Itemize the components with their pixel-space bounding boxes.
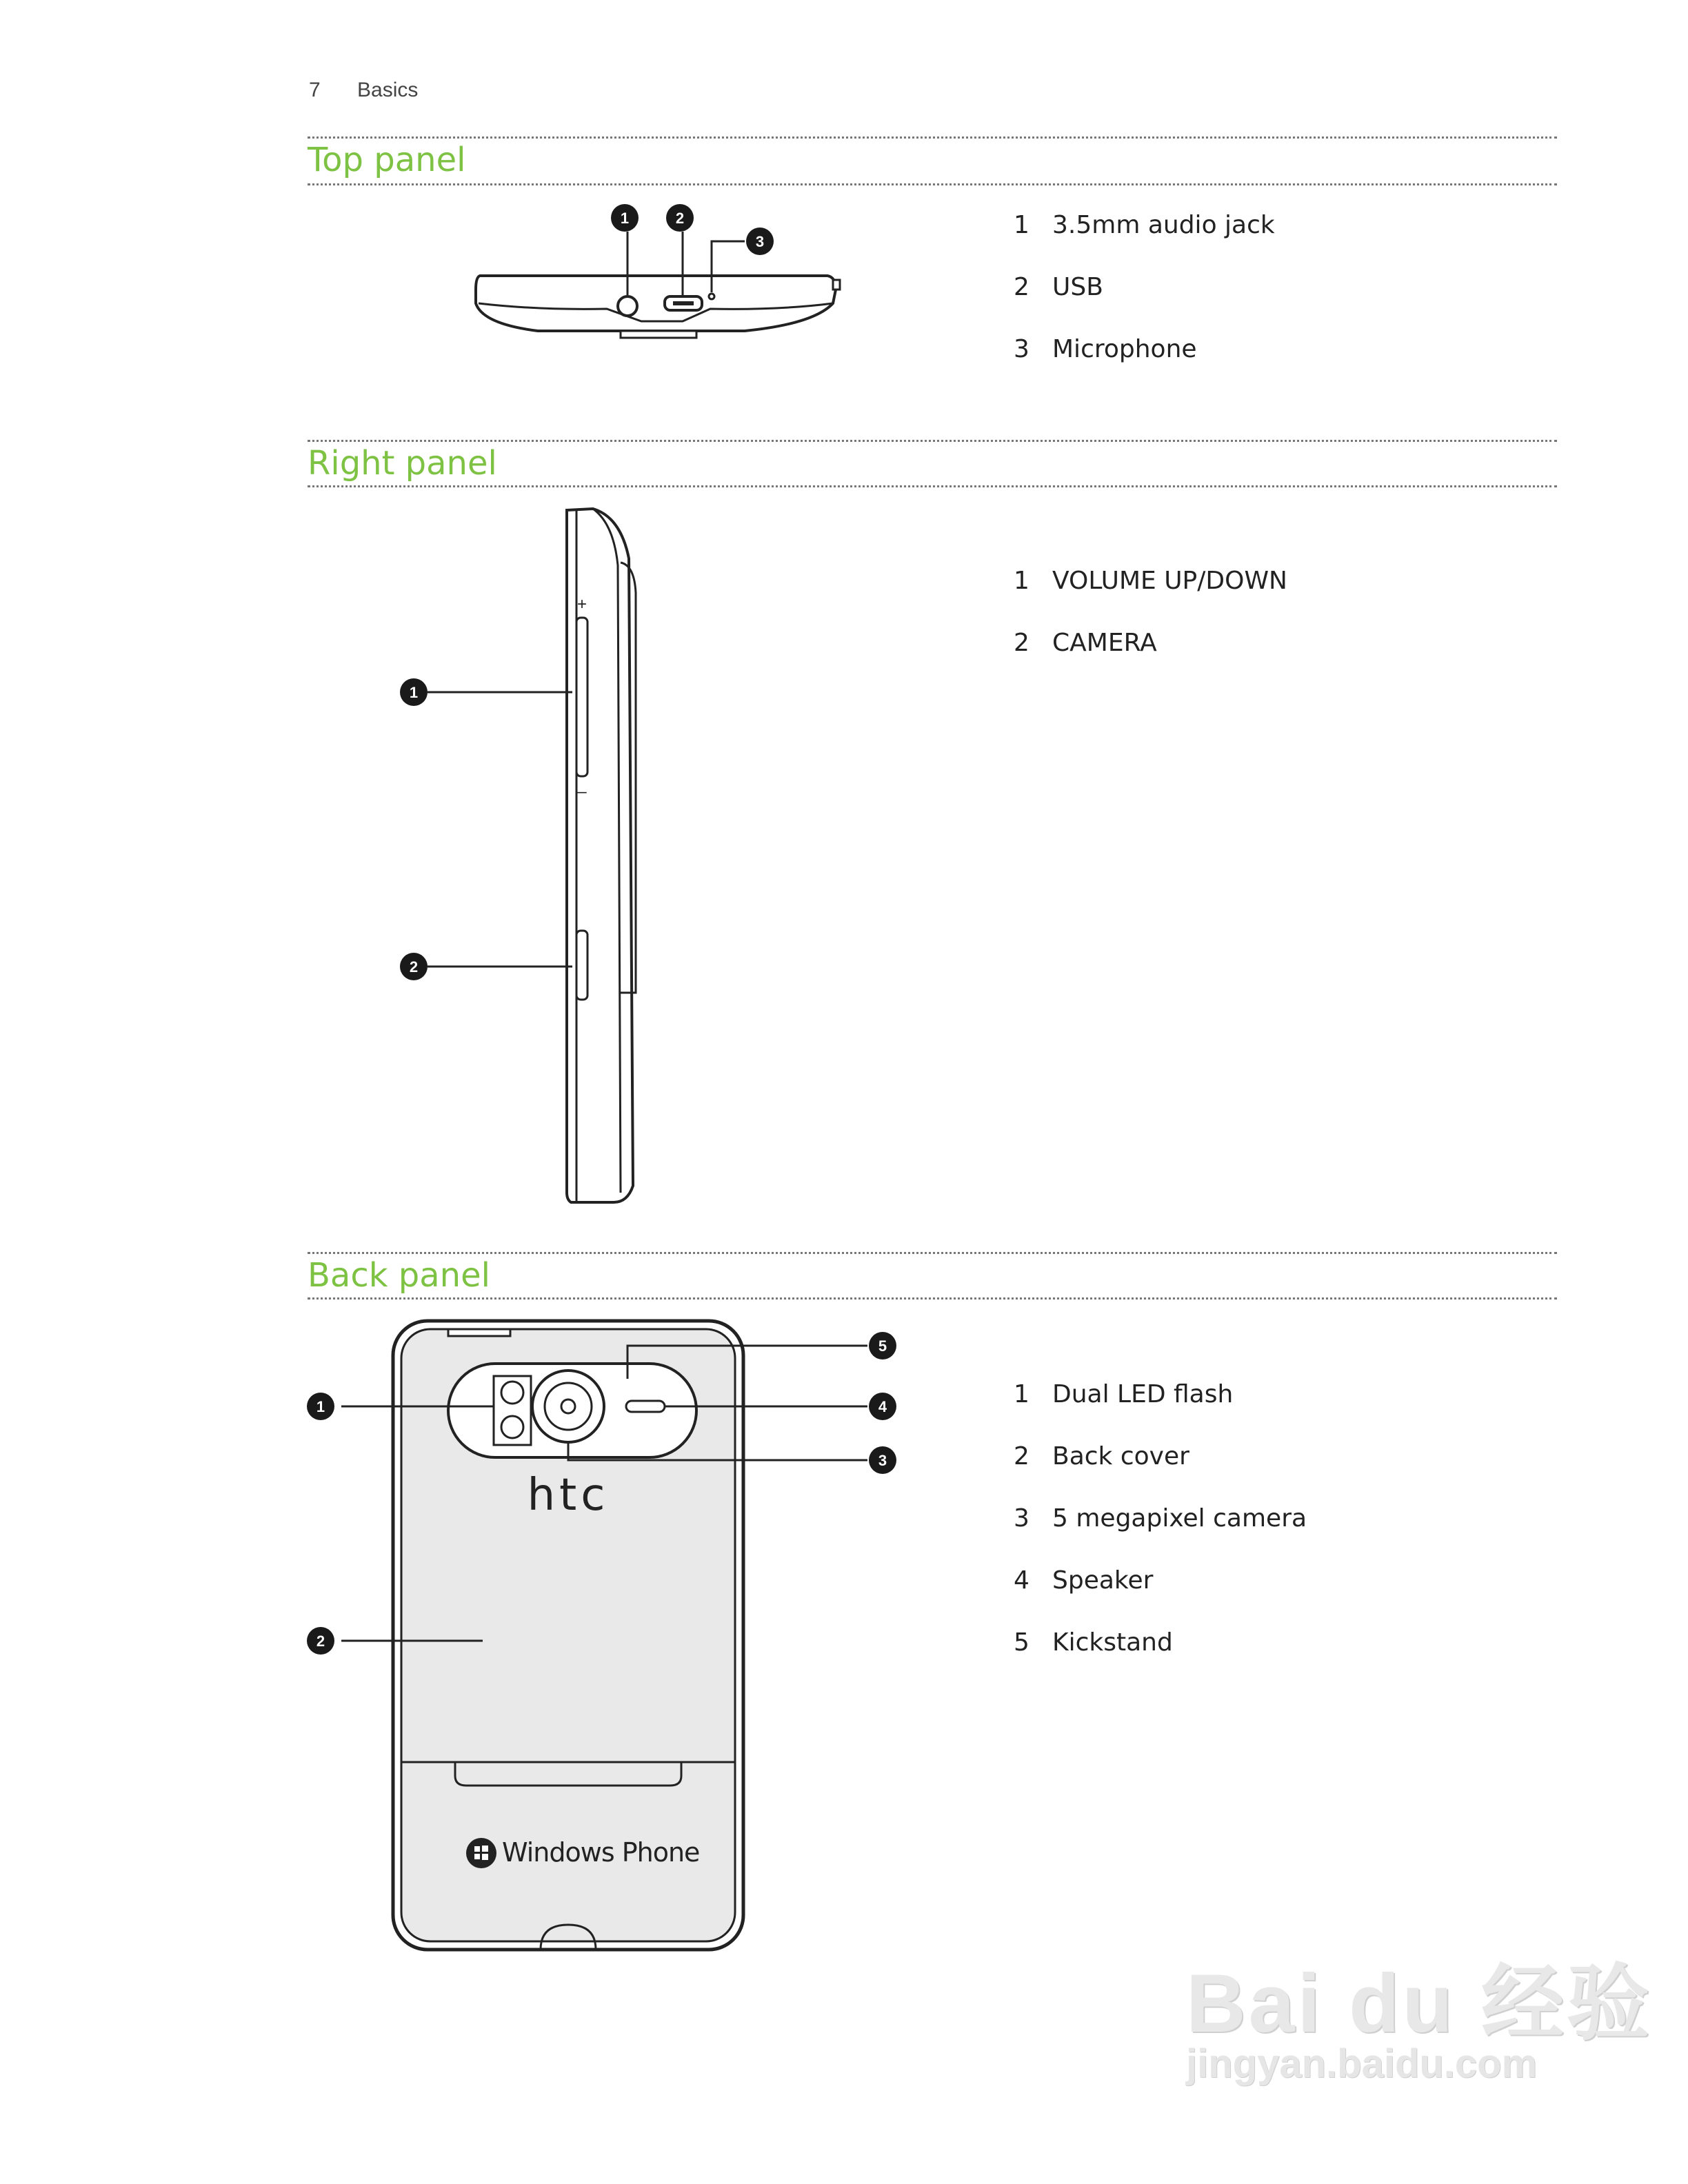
audio-jack [618, 296, 637, 316]
watermark-url: jingyan.baidu.com [1186, 2041, 1538, 2086]
section-name: Basics [357, 79, 419, 101]
callout-2 [400, 953, 428, 980]
legend-item: 3 5 megapixel camera [1014, 1504, 1307, 1533]
legend-item: 1 Dual LED flash [1014, 1380, 1234, 1408]
divider [308, 1297, 1557, 1300]
svg-text:1: 1 [409, 684, 419, 701]
svg-text:1: 1 [620, 210, 630, 227]
legend-item: 2 CAMERA [1014, 629, 1157, 657]
microphone [709, 294, 714, 299]
top-panel-figure [455, 193, 855, 358]
svg-text:2: 2 [316, 1632, 325, 1650]
callout-2 [307, 1627, 334, 1655]
divider [308, 440, 1557, 442]
divider [308, 136, 1557, 139]
callout-1 [307, 1393, 334, 1420]
svg-text:2: 2 [409, 958, 419, 975]
htc-logo: htc [527, 1470, 610, 1521]
callout-3 [869, 1446, 896, 1474]
callout-3 [746, 228, 774, 255]
divider [308, 1252, 1557, 1254]
svg-text:3: 3 [878, 1452, 887, 1469]
divider [308, 485, 1557, 487]
plus-sign: + [576, 595, 587, 614]
minus-sign: – [577, 782, 587, 801]
legend-item: 2 USB [1014, 273, 1103, 301]
callout-1 [611, 204, 639, 232]
legend-item: 5 Kickstand [1014, 1628, 1173, 1657]
svg-text:1: 1 [316, 1398, 325, 1415]
legend-item: 3 Microphone [1014, 335, 1197, 363]
callout-2 [666, 204, 694, 232]
legend-item: 1 3.5mm audio jack [1014, 211, 1275, 239]
divider [308, 183, 1557, 185]
watermark-logo: Bai du 经验 [1186, 1957, 1653, 2050]
page-number: 7 [309, 79, 321, 101]
callout-1 [400, 678, 428, 706]
camera-button [576, 931, 587, 1000]
back-panel-figure [290, 1310, 910, 1972]
svg-text:2: 2 [675, 210, 685, 227]
callout-5 [869, 1332, 896, 1359]
legend-item: 4 Speaker [1014, 1566, 1154, 1595]
windows-phone-label: Windows Phone [502, 1837, 700, 1868]
volume-button [576, 618, 587, 776]
top-panel-title: Top panel [308, 141, 466, 179]
right-panel-title: Right panel [308, 444, 497, 483]
svg-text:4: 4 [878, 1398, 887, 1415]
right-panel-figure [386, 496, 662, 1213]
back-panel-title: Back panel [308, 1256, 490, 1295]
windows-logo-icon [466, 1838, 496, 1868]
callout-4 [869, 1393, 896, 1420]
legend-item: 2 Back cover [1014, 1442, 1189, 1470]
svg-text:3: 3 [755, 233, 765, 250]
legend-item: 1 VOLUME UP/DOWN [1014, 567, 1287, 595]
svg-text:5: 5 [878, 1337, 887, 1355]
speaker [626, 1401, 665, 1412]
